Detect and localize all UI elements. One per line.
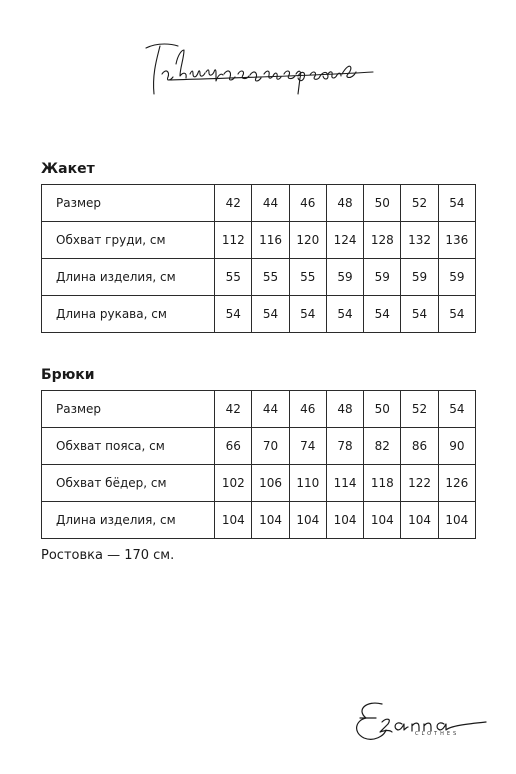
table-cell: 122 xyxy=(401,465,438,502)
table-cell: 104 xyxy=(364,502,401,539)
page-title xyxy=(138,34,383,104)
row-label: Размер xyxy=(42,391,215,428)
table-cell: 116 xyxy=(252,222,289,259)
table-cell: 104 xyxy=(252,502,289,539)
table-cell: 48 xyxy=(326,185,363,222)
trousers-size-table xyxy=(41,390,476,539)
table-cell: 70 xyxy=(252,428,289,465)
table-cell: 59 xyxy=(364,259,401,296)
table-cell: 104 xyxy=(401,502,438,539)
table-cell: 55 xyxy=(289,259,326,296)
table-cell: 46 xyxy=(289,391,326,428)
table-cell: 42 xyxy=(215,391,252,428)
row-label: Обхват пояса, см xyxy=(42,428,215,465)
table-cell: 46 xyxy=(289,185,326,222)
table-cell: 54 xyxy=(326,296,363,333)
jacket-title: Жакет xyxy=(41,161,95,177)
table-cell: 42 xyxy=(215,185,252,222)
table-cell: 54 xyxy=(438,185,475,222)
table-cell: 54 xyxy=(438,296,475,333)
table-cell: 55 xyxy=(215,259,252,296)
table-cell: 44 xyxy=(252,391,289,428)
brand-logo xyxy=(352,696,492,746)
table-cell: 54 xyxy=(289,296,326,333)
logo-subtitle: CLOTHES xyxy=(415,731,460,737)
table-cell: 66 xyxy=(215,428,252,465)
table-row xyxy=(42,185,476,222)
table-cell: 120 xyxy=(289,222,326,259)
table-cell: 118 xyxy=(364,465,401,502)
row-label: Длина изделия, см xyxy=(42,259,215,296)
table-cell: 90 xyxy=(438,428,475,465)
table-row xyxy=(42,391,476,428)
table-cell: 82 xyxy=(364,428,401,465)
table-cell: 48 xyxy=(326,391,363,428)
table-cell: 132 xyxy=(401,222,438,259)
table-cell: 54 xyxy=(364,296,401,333)
table-cell: 104 xyxy=(215,502,252,539)
table-cell: 102 xyxy=(215,465,252,502)
table-cell: 44 xyxy=(252,185,289,222)
table-cell: 74 xyxy=(289,428,326,465)
table-cell: 52 xyxy=(401,391,438,428)
row-label: Обхват бёдер, см xyxy=(42,465,215,502)
table-cell: 110 xyxy=(289,465,326,502)
table-row xyxy=(42,502,476,539)
table-cell: 126 xyxy=(438,465,475,502)
table-row xyxy=(42,296,476,333)
jacket-size-table xyxy=(41,184,476,333)
table-cell: 128 xyxy=(364,222,401,259)
table-cell: 55 xyxy=(252,259,289,296)
table-cell: 114 xyxy=(326,465,363,502)
table-row xyxy=(42,259,476,296)
table-cell: 86 xyxy=(401,428,438,465)
table-cell: 59 xyxy=(438,259,475,296)
table-cell: 104 xyxy=(326,502,363,539)
table-row xyxy=(42,465,476,502)
table-cell: 54 xyxy=(401,296,438,333)
table-cell: 54 xyxy=(215,296,252,333)
table-cell: 52 xyxy=(401,185,438,222)
table-cell: 104 xyxy=(289,502,326,539)
table-cell: 50 xyxy=(364,185,401,222)
height-note: Ростовка — 170 см. xyxy=(41,548,175,563)
table-row xyxy=(42,222,476,259)
table-cell: 78 xyxy=(326,428,363,465)
table-cell: 124 xyxy=(326,222,363,259)
trousers-title: Брюки xyxy=(41,367,95,383)
row-label: Обхват груди, см xyxy=(42,222,215,259)
table-cell: 54 xyxy=(252,296,289,333)
table-cell: 106 xyxy=(252,465,289,502)
table-row xyxy=(42,428,476,465)
table-cell: 104 xyxy=(438,502,475,539)
table-cell: 54 xyxy=(438,391,475,428)
table-cell: 112 xyxy=(215,222,252,259)
table-cell: 59 xyxy=(326,259,363,296)
row-label: Длина изделия, см xyxy=(42,502,215,539)
table-cell: 50 xyxy=(364,391,401,428)
table-cell: 59 xyxy=(401,259,438,296)
row-label: Размер xyxy=(42,185,215,222)
table-cell: 136 xyxy=(438,222,475,259)
row-label: Длина рукава, см xyxy=(42,296,215,333)
